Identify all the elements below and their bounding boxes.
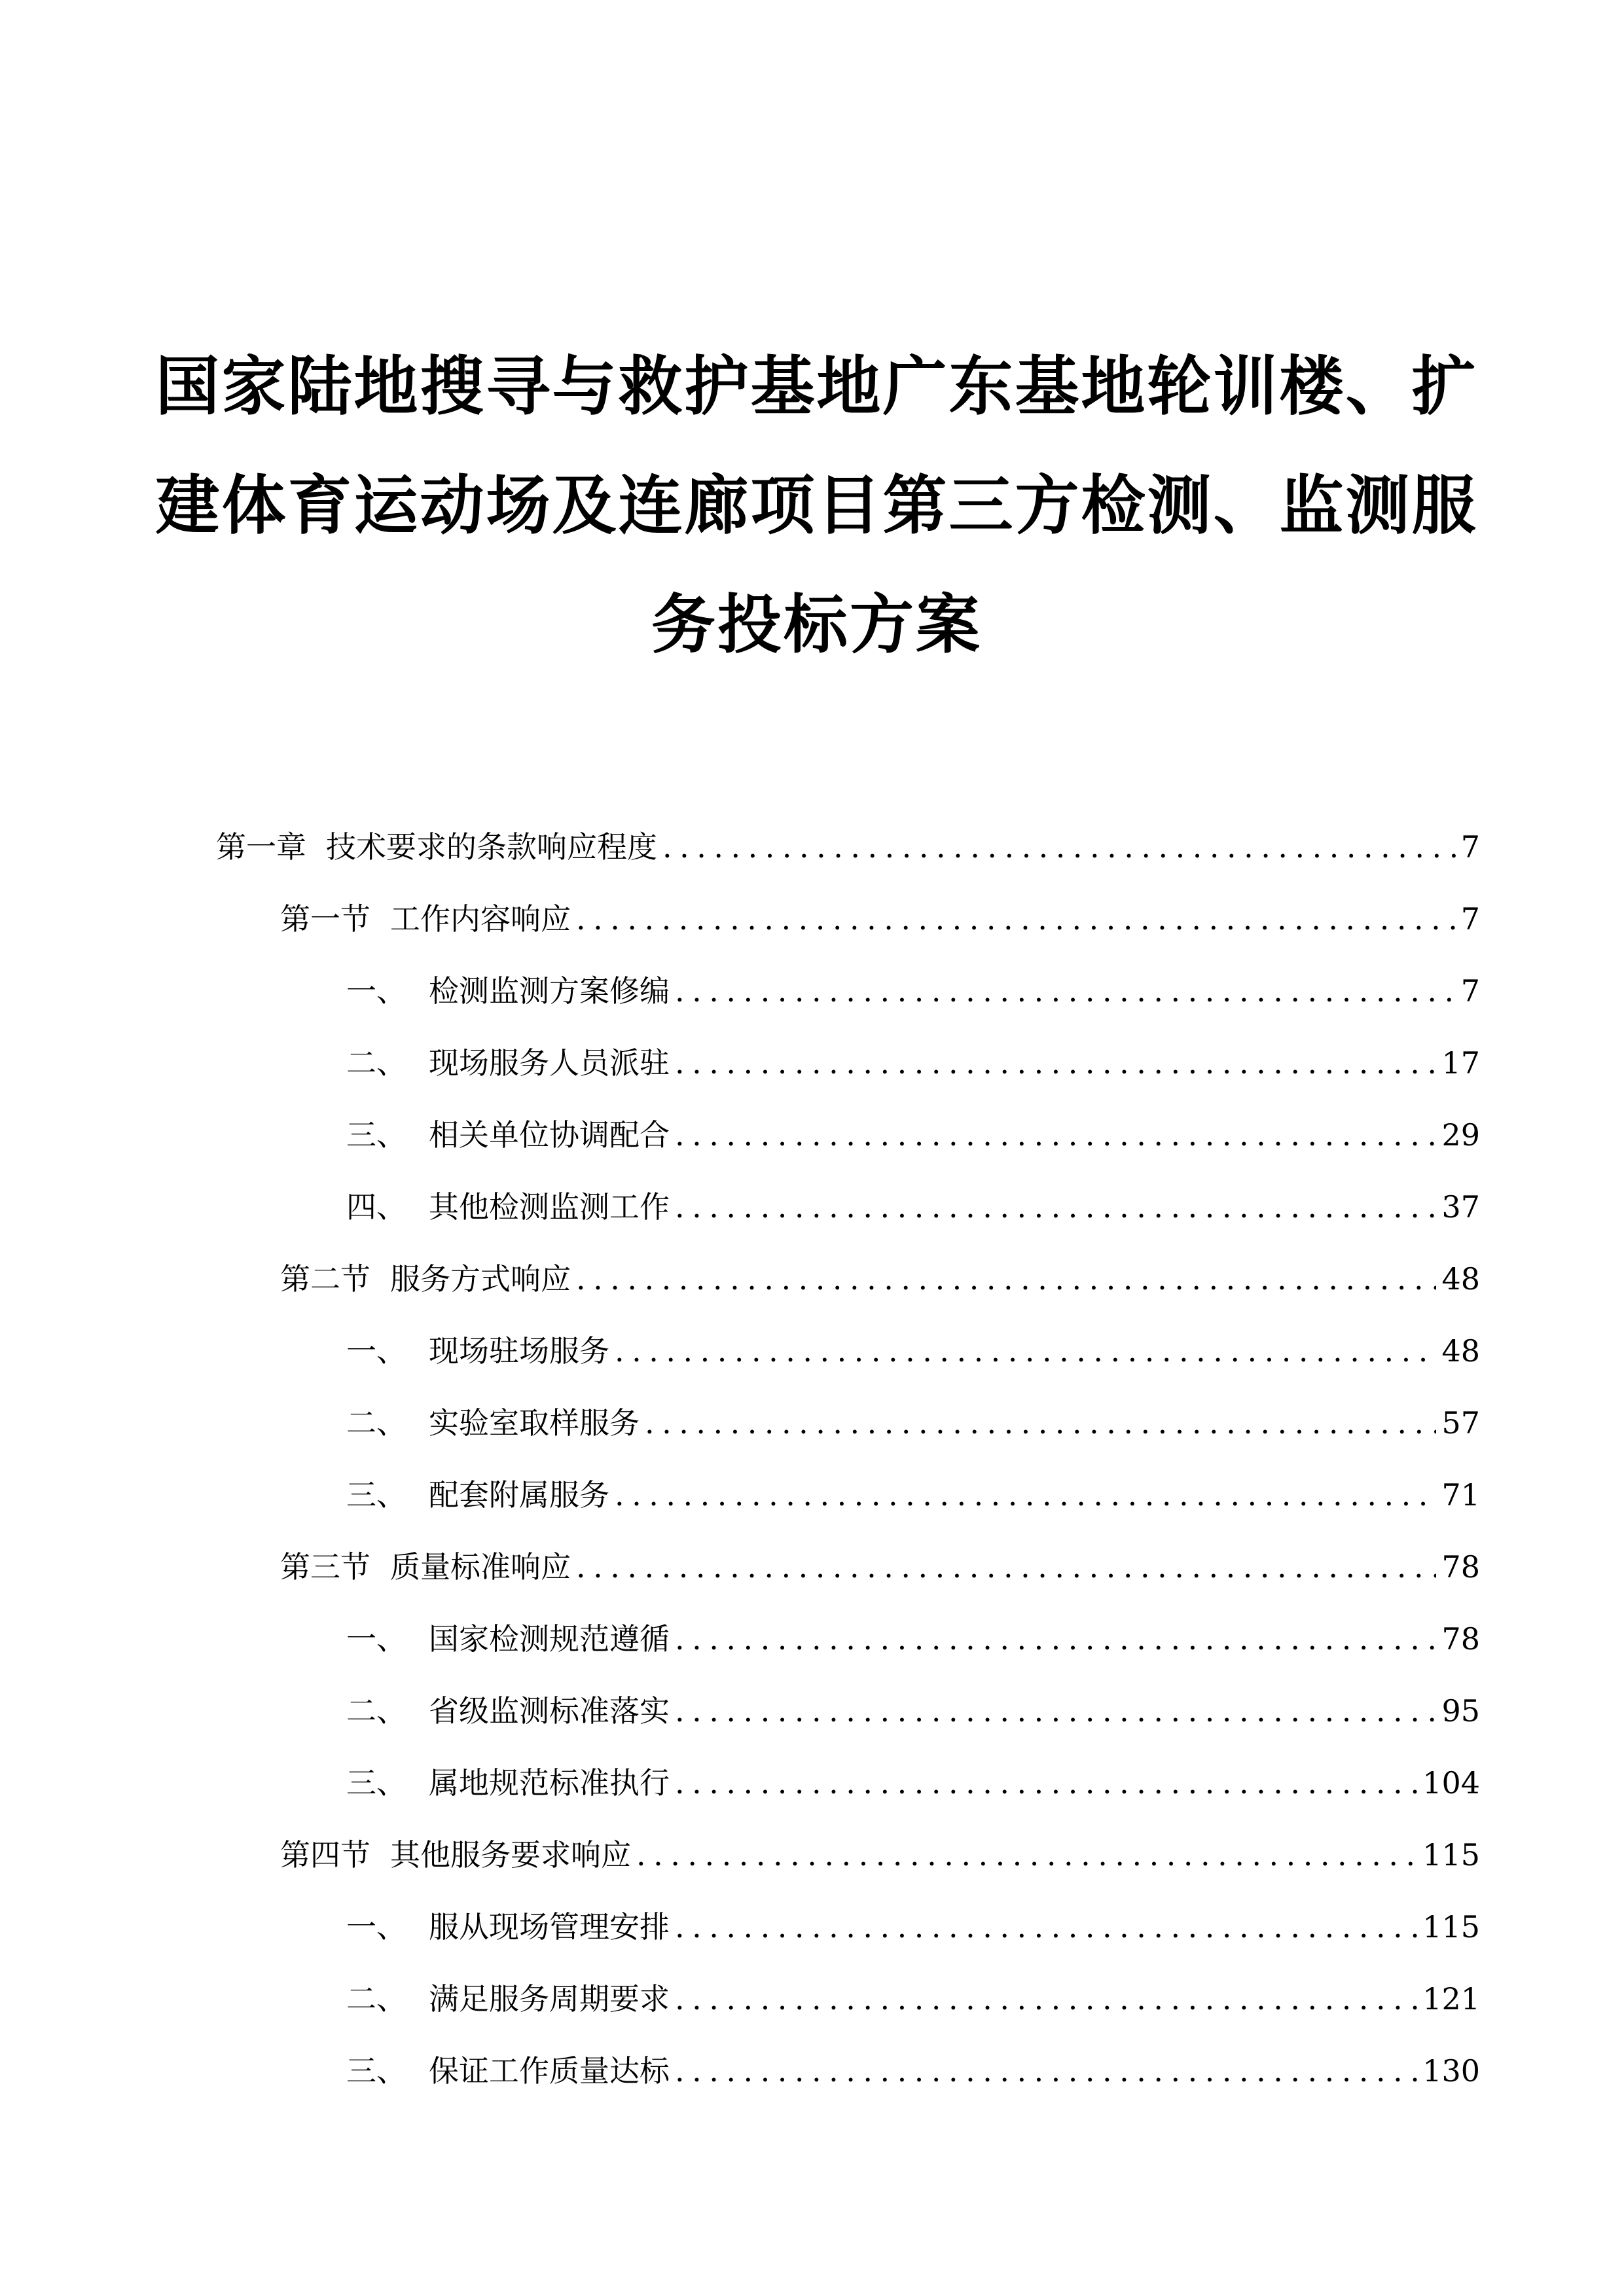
- toc-page-number: 95: [1441, 1693, 1480, 1729]
- toc-entry-label: 工作内容响应: [390, 901, 571, 937]
- toc-page-number: 57: [1441, 1405, 1480, 1441]
- dot-leader: [675, 2053, 1417, 2089]
- toc-item-entry[interactable]: [346, 1183, 1480, 1229]
- toc-entry-number: 第四节: [280, 1837, 370, 1873]
- dot-leader: [576, 1261, 1436, 1297]
- toc-entry-number: 第一节: [280, 901, 370, 937]
- toc-entry-label: 属地规范标准执行: [429, 1765, 670, 1801]
- toc-entry-number: 一、: [346, 1333, 406, 1369]
- toc-entry-label: 其他检测监测工作: [429, 1189, 670, 1225]
- toc-item-entry[interactable]: [346, 1975, 1480, 2021]
- dot-leader: [675, 1765, 1417, 1801]
- toc-entry-label: 现场驻场服务: [429, 1333, 609, 1369]
- dot-leader: [675, 1909, 1417, 1945]
- toc-item-entry[interactable]: [346, 1327, 1480, 1373]
- toc-page-number: 115: [1422, 1909, 1480, 1945]
- dot-leader: [675, 1045, 1436, 1081]
- toc-page-number: 121: [1422, 1981, 1480, 2017]
- toc-entry-number: 三、: [346, 1765, 406, 1801]
- toc-entry-label: 保证工作质量达标: [429, 2053, 670, 2089]
- toc-entry-number: 三、: [346, 2053, 406, 2089]
- dot-leader: [675, 1117, 1436, 1153]
- toc-entry-number: 第二节: [280, 1261, 370, 1297]
- toc-page-number: 78: [1441, 1621, 1480, 1657]
- toc-page-number: 130: [1422, 2053, 1480, 2089]
- toc-item-entry[interactable]: [346, 1039, 1480, 1085]
- toc-entry-label: 其他服务要求响应: [390, 1837, 631, 1873]
- toc-entry-label: 省级监测标准落实: [429, 1693, 670, 1729]
- toc-item-entry[interactable]: [346, 967, 1480, 1013]
- dot-leader: [675, 973, 1456, 1009]
- toc-entry-label: 实验室取样服务: [429, 1405, 640, 1441]
- dot-leader: [675, 1189, 1436, 1225]
- toc-page-number: 115: [1422, 1837, 1480, 1873]
- dot-leader: [615, 1477, 1436, 1513]
- toc-entry-label: 相关单位协调配合: [429, 1117, 670, 1153]
- dot-leader: [576, 901, 1456, 937]
- toc-page-number: 29: [1441, 1117, 1480, 1153]
- toc-item-entry[interactable]: [346, 1903, 1480, 1949]
- toc-item-entry[interactable]: [346, 1399, 1480, 1445]
- toc-page-number: 7: [1460, 973, 1480, 1009]
- toc-section-entry[interactable]: [280, 895, 1480, 941]
- dot-leader: [636, 1837, 1417, 1873]
- toc-item-entry[interactable]: [346, 2047, 1480, 2093]
- toc-page-number: 7: [1460, 829, 1480, 865]
- toc-entry-number: 一、: [346, 973, 406, 1009]
- toc-entry-label: 现场服务人员派驻: [429, 1045, 670, 1081]
- toc-entry-label: 服从现场管理安排: [429, 1909, 670, 1945]
- dot-leader: [675, 1693, 1436, 1729]
- toc-entry-label: 检测监测方案修编: [429, 973, 670, 1009]
- toc-page-number: 71: [1441, 1477, 1480, 1513]
- toc-entry-label: 质量标准响应: [390, 1549, 571, 1585]
- toc-item-entry[interactable]: [346, 1759, 1480, 1805]
- toc-page-number: 17: [1441, 1045, 1480, 1081]
- toc-item-entry[interactable]: [346, 1687, 1480, 1733]
- toc-entry-number: 二、: [346, 1405, 406, 1441]
- toc-page-number: 104: [1422, 1765, 1480, 1801]
- document-title: 国家陆地搜寻与救护基地广东基地轮训楼、扩建体育运动场及连廊项目第三方检测、监测服务投标方案: [155, 350, 1478, 662]
- toc-item-entry[interactable]: [346, 1615, 1480, 1661]
- toc-page-number: 48: [1441, 1261, 1480, 1297]
- toc-page-number: 48: [1441, 1333, 1480, 1369]
- dot-leader: [615, 1333, 1436, 1369]
- toc-entry-number: 二、: [346, 1693, 406, 1729]
- dot-leader: [576, 1549, 1436, 1585]
- toc-entry-label: 服务方式响应: [390, 1261, 571, 1297]
- toc-section-entry[interactable]: [280, 1831, 1480, 1877]
- toc-page-number: 7: [1460, 901, 1480, 937]
- toc-entry-label: 满足服务周期要求: [429, 1981, 670, 2017]
- toc-item-entry[interactable]: [346, 1111, 1480, 1157]
- toc-entry-label: 技术要求的条款响应程度: [326, 829, 657, 865]
- toc-entry-number: 二、: [346, 1045, 406, 1081]
- dot-leader: [662, 829, 1456, 865]
- toc-item-entry[interactable]: [346, 1471, 1480, 1517]
- dot-leader: [675, 1621, 1436, 1657]
- toc-entry-number: 三、: [346, 1117, 406, 1153]
- toc-section-entry[interactable]: [280, 1543, 1480, 1589]
- toc-entry-label: 国家检测规范遵循: [429, 1621, 670, 1657]
- toc-entry-number: 四、: [346, 1189, 406, 1225]
- toc-page-number: 37: [1441, 1189, 1480, 1225]
- dot-leader: [675, 1981, 1417, 2017]
- toc-entry-number: 二、: [346, 1981, 406, 2017]
- toc-chapter-entry[interactable]: [216, 823, 1480, 869]
- toc-entry-number: 第一章: [216, 829, 306, 865]
- toc-entry-number: 一、: [346, 1909, 406, 1945]
- toc-entry-number: 第三节: [280, 1549, 370, 1585]
- toc-entry-number: 一、: [346, 1621, 406, 1657]
- toc-section-entry[interactable]: [280, 1255, 1480, 1301]
- toc-page-number: 78: [1441, 1549, 1480, 1585]
- dot-leader: [645, 1405, 1436, 1441]
- toc-entry-number: 三、: [346, 1477, 406, 1513]
- toc-entry-label: 配套附属服务: [429, 1477, 609, 1513]
